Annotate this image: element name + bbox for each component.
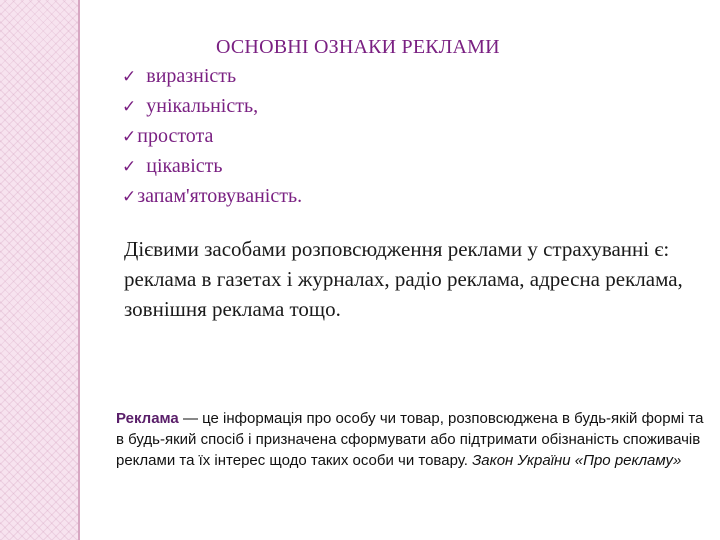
checkmark-icon: ✓ — [122, 67, 137, 87]
list-item — [122, 152, 302, 182]
list-item-label: унікальність, — [146, 95, 259, 117]
list-item-label: запам'ятовуваність. — [137, 185, 303, 207]
checkmark-icon: ✓ — [122, 97, 137, 117]
checkmark-icon: ✓ — [122, 127, 137, 147]
definition-source: Закон України «Про рекламу» — [472, 452, 682, 469]
list-item — [122, 182, 302, 212]
list-item — [122, 122, 302, 152]
checkmark-icon: ✓ — [122, 187, 137, 207]
slide-title: ОСНОВНІ ОЗНАКИ РЕКЛАМИ — [216, 36, 500, 58]
checkmark-icon: ✓ — [122, 157, 137, 177]
list-item — [122, 62, 302, 92]
definition-text: — це інформація про особу чи товар, розповсюджена в будь-якій формі та в будь-який спосіб і призначена сформувати або підтримати обізнаність споживачів реклами та їх інтерес щодо таких особи чи товару. — [116, 410, 704, 469]
list-item-label: цікавість — [146, 155, 223, 177]
list-item-label: виразність — [146, 65, 237, 87]
sidebar-divider — [78, 0, 80, 540]
definition-term: Реклама — [116, 410, 179, 427]
body-paragraph: Дієвими засобами розповсюдження реклами у страхуванні є: реклама в газетах і журналах, радіо реклама, адресна реклама, зовнішня реклама тощо. — [124, 237, 683, 321]
definition-quote — [116, 408, 706, 471]
decorative-sidebar — [0, 0, 78, 540]
list-item-label: простота — [137, 125, 214, 147]
features-list — [122, 62, 302, 212]
list-item — [122, 92, 302, 122]
